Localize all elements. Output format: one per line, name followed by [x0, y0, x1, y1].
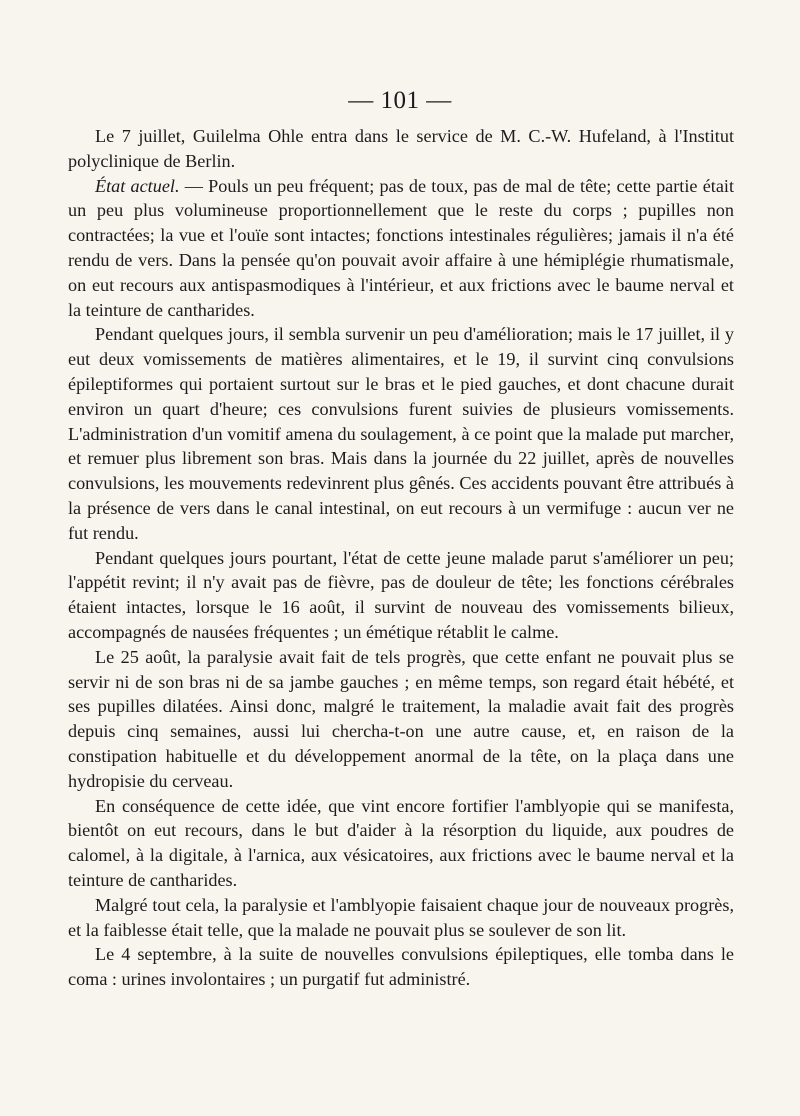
paragraph-3 — [68, 322, 734, 545]
paragraph-5-text: Le 25 août, la paralysie avait fait de tels progrès, que cette enfant ne pouvait plus se servir ni de son bras ni de sa jambe gauches ; en même temps, son regard était hébété, et ses pupilles dilatées. Ainsi donc, malgré le traitement, la maladie avait fait des progrès depuis cinq semaines, aussi lui chercha-t-on une autre cause, et, en raison de la constipation habituelle et du développement anormal de la tête, on la plaça dans une hydropisie du cerveau. — [68, 646, 734, 791]
section-lead: État actuel. — [95, 175, 180, 196]
paragraph-1-text: Le 7 juillet, Guilelma Ohle entra dans le service de M. C.-W. Hufeland, à l'Institut polyclinique de Berlin. — [68, 126, 734, 171]
paragraph-5 — [68, 645, 734, 794]
paragraph-2-text: — Pouls un peu fréquent; pas de toux, pas de mal de tête; cette partie était un peu plus volumineuse proportionnellement que le reste du corps ; pupilles non contractées; la vue et l'ouïe sont intactes; fonctions intestinales régulières; jamais il n'a été rendu de vers. Dans la pensée qu'on pouvait avoir affaire à une hémiplégie rhumatismale, on eut recours aux antispasmodiques à l'intérieur, et aux frictions avec le baume nerval et la teinture de cantharides. — [68, 175, 734, 320]
paragraph-8 — [68, 942, 734, 992]
paragraph-3-text: Pendant quelques jours, il sembla survenir un peu d'amélioration; mais le 17 juillet, il y eut deux vomissements de matières alimentaires, et le 19, il survint cinq convulsions épileptiformes qui portaient surtout sur le bras et le pied gauches, et dont chacune durait environ un quart d'heure; ces convulsions furent suivies de plusieurs vomissements. L'administration d'un vomitif amena du soulagement, à ce point que la malade put marcher, et remuer plus librement son bras. Mais dans la journée du 22 juillet, après de nouvelles convulsions, les mouvements redevinrent plus gênés. Ces accidents pouvant être attribués à la présence de vers dans le canal intestinal, on eut recours à un vermifuge : aucun ver ne fut rendu. — [68, 324, 734, 543]
paragraph-7-text: Malgré tout cela, la paralysie et l'amblyopie faisaient chaque jour de nouveaux progrès, et la faiblesse était telle, que la malade ne pouvait plus se soulever de son lit. — [68, 894, 734, 940]
paragraph-6 — [68, 794, 734, 893]
paragraph-1 — [68, 124, 734, 174]
paragraph-4 — [68, 546, 734, 645]
body-text — [68, 124, 734, 992]
page-number: — 101 — — [348, 87, 452, 114]
paragraph-2 — [68, 174, 734, 323]
paragraph-8-text: Le 4 septembre, à la suite de nouvelles convulsions épileptiques, elle tomba dans le coma : urines involontaires ; un purgatif fut administré. — [68, 944, 734, 990]
paragraph-6-text: En conséquence de cette idée, que vint encore fortifier l'amblyopie qui se manifesta, bientôt on eut recours, dans le but d'aider à la résorption du liquide, aux poudres de calomel, à la digitale, à l'arnica, aux vésicatoires, aux frictions avec le baume nerval et la teinture de cantharides. — [68, 795, 734, 890]
paragraph-7 — [68, 893, 734, 943]
paragraph-4-text: Pendant quelques jours pourtant, l'état de cette jeune malade parut s'améliorer un peu; l'appétit revint; il n'y avait pas de fièvre, pas de douleur de tête; les fonctions cérébrales étaient intactes, lorsque le 16 août, il survint de nouveau des vomissements bilieux, accompagnés de nausées fréquentes ; un émétique rétablit le calme. — [68, 547, 734, 642]
